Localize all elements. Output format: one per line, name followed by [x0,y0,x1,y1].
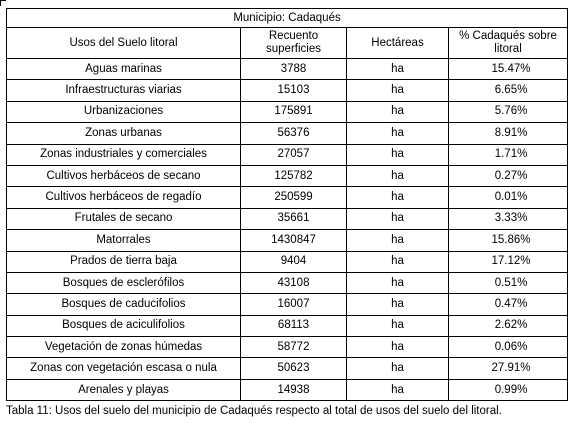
table-row [7,123,568,144]
unit-cell: ha [347,208,449,229]
unit-cell: ha [347,101,449,122]
table-row [7,230,568,251]
table-row [7,251,568,272]
unit-cell: ha [347,230,449,251]
table-row [7,379,568,400]
land-use-cell: Aguas marinas [7,59,241,80]
land-use-cell: Bosques de caducifolios [7,294,241,315]
count-cell: 9404 [241,251,347,272]
unit-cell: ha [347,272,449,293]
percent-cell: 0.99% [449,379,568,400]
count-cell: 14938 [241,379,347,400]
count-cell: 15103 [241,80,347,101]
percent-cell: 0.27% [449,165,568,186]
unit-cell: ha [347,337,449,358]
percent-cell: 0.47% [449,294,568,315]
land-use-cell: Bosques de aciculifolios [7,315,241,336]
table-caption: Tabla 11: Usos del suelo del municipio de Cadaqués respecto al total de usos del suelo del litoral. [6,405,502,417]
column-header: Usos del Suelo litoral [7,28,241,59]
percent-cell: 3.33% [449,208,568,229]
table-row [7,144,568,165]
count-cell: 3788 [241,59,347,80]
count-cell: 16007 [241,294,347,315]
land-use-cell: Arenales y playas [7,379,241,400]
unit-cell: ha [347,315,449,336]
count-cell: 250599 [241,187,347,208]
percent-cell: 1.71% [449,144,568,165]
table-row [7,80,568,101]
unit-cell: ha [347,251,449,272]
unit-cell: ha [347,294,449,315]
table-row [7,272,568,293]
percent-cell: 6.65% [449,80,568,101]
count-cell: 68113 [241,315,347,336]
land-use-cell: Infraestructuras viarias [7,80,241,101]
table-row [7,315,568,336]
land-use-cell: Zonas industriales y comerciales [7,144,241,165]
unit-cell: ha [347,123,449,144]
count-cell: 43108 [241,272,347,293]
column-header: Hectáreas [347,28,449,59]
land-use-cell: Cultivos herbáceos de secano [7,165,241,186]
unit-cell: ha [347,379,449,400]
percent-cell: 27.91% [449,358,568,379]
count-cell: 125782 [241,165,347,186]
percent-cell: 2.62% [449,315,568,336]
table-container [6,8,567,401]
count-cell: 58772 [241,337,347,358]
unit-cell: ha [347,358,449,379]
percent-cell: 0.06% [449,337,568,358]
count-cell: 27057 [241,144,347,165]
table-row [7,187,568,208]
table-row [7,208,568,229]
percent-cell: 8.91% [449,123,568,144]
table-body [7,9,568,401]
percent-cell: 5.76% [449,101,568,122]
percent-cell: 17.12% [449,251,568,272]
unit-cell: ha [347,59,449,80]
land-use-cell: Frutales de secano [7,208,241,229]
land-use-cell: Vegetación de zonas húmedas [7,337,241,358]
column-header: Recuento superficies [241,28,347,59]
land-use-cell: Cultivos herbáceos de regadío [7,187,241,208]
unit-cell: ha [347,187,449,208]
header-row [7,28,568,59]
land-use-table [6,8,568,401]
count-cell: 56376 [241,123,347,144]
count-cell: 50623 [241,358,347,379]
table-row [7,337,568,358]
land-use-cell: Zonas urbanas [7,123,241,144]
corner-mark [0,0,6,6]
percent-cell: 15.86% [449,230,568,251]
count-cell: 175891 [241,101,347,122]
percent-cell: 0.01% [449,187,568,208]
count-cell: 35661 [241,208,347,229]
municipality-label: Municipio: Cadaqués [7,9,568,28]
land-use-cell: Bosques de esclerófilos [7,272,241,293]
table-row [7,165,568,186]
table-row [7,59,568,80]
land-use-cell: Prados de tierra baja [7,251,241,272]
municipality-row [7,9,568,28]
land-use-cell: Matorrales [7,230,241,251]
land-use-cell: Urbanizaciones [7,101,241,122]
table-row [7,101,568,122]
column-header: % Cadaqués sobre litoral [449,28,568,59]
table-row [7,294,568,315]
count-cell: 1430847 [241,230,347,251]
unit-cell: ha [347,80,449,101]
percent-cell: 0.51% [449,272,568,293]
percent-cell: 15.47% [449,59,568,80]
unit-cell: ha [347,165,449,186]
table-row [7,358,568,379]
unit-cell: ha [347,144,449,165]
land-use-cell: Zonas con vegetación escasa o nula [7,358,241,379]
